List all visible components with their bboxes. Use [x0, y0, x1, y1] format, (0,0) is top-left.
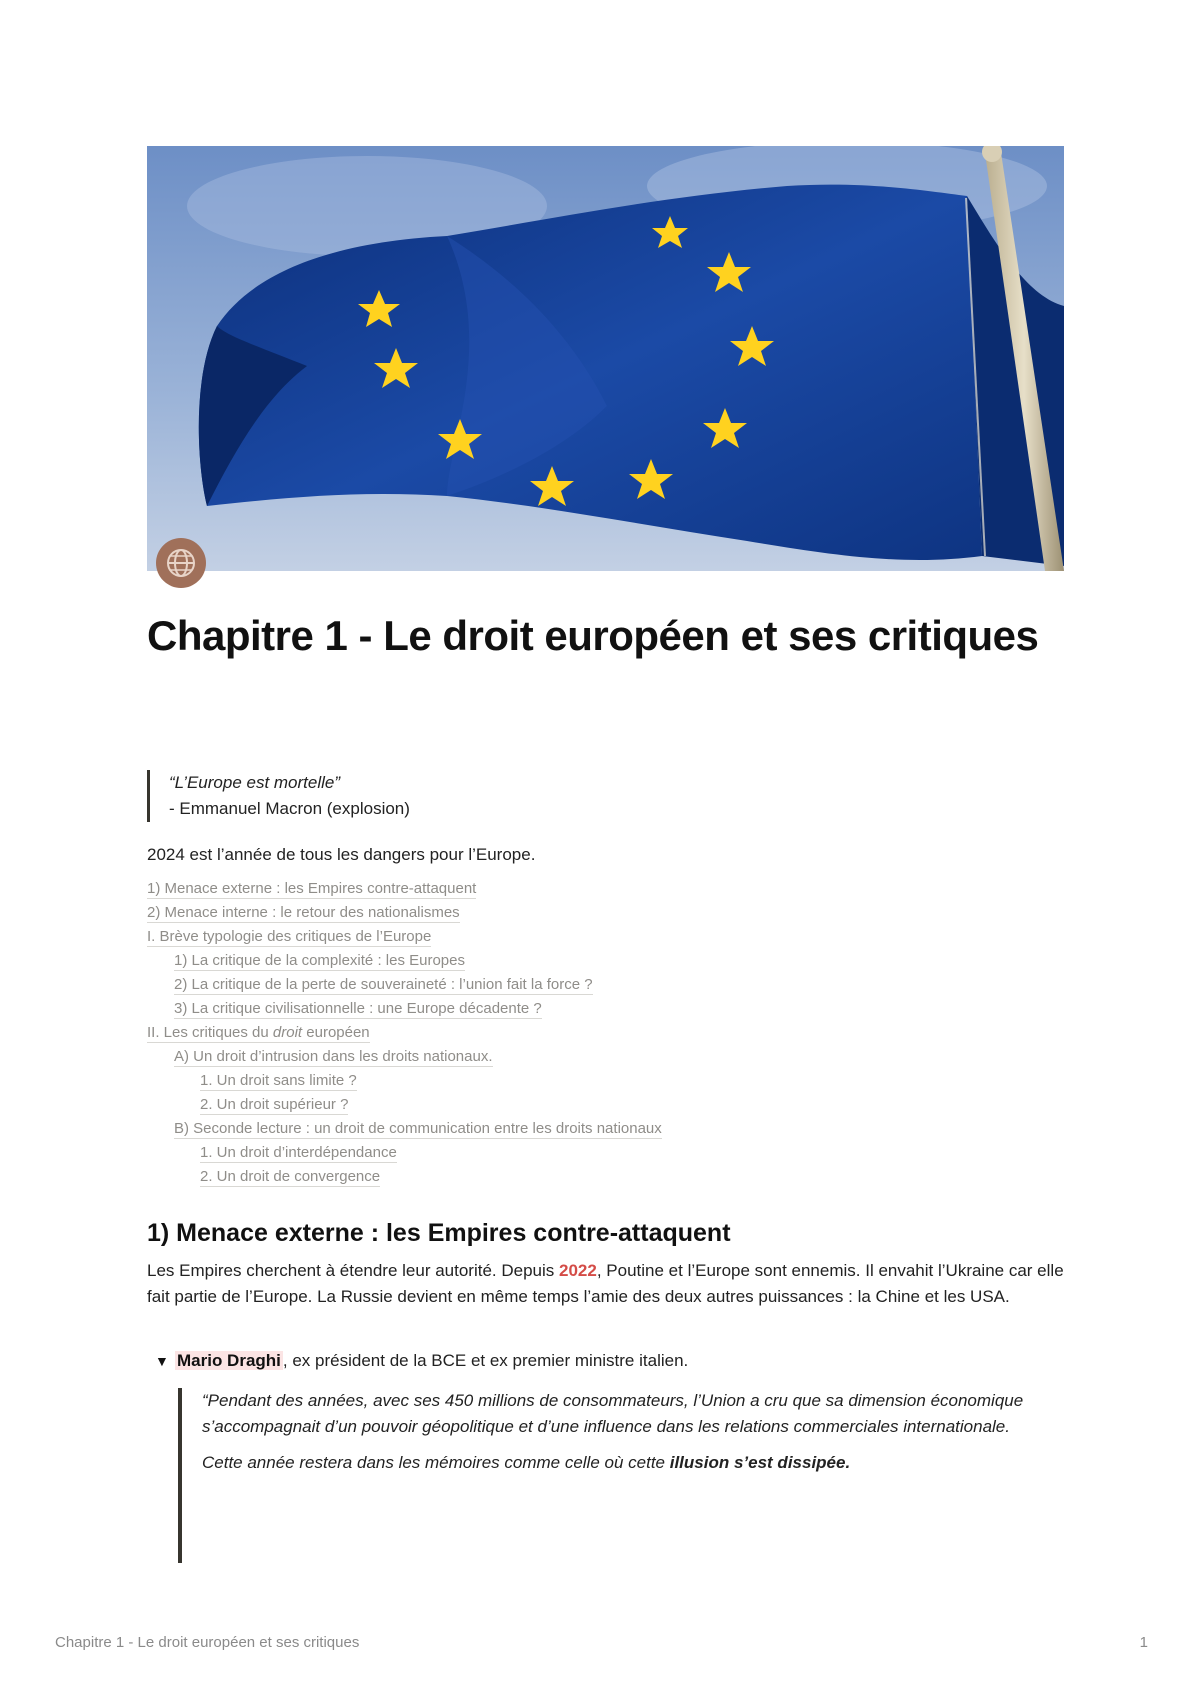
- quote-emphasis: illusion s’est dissipée.: [669, 1453, 851, 1472]
- epigraph-attribution: - Emmanuel Macron (explosion): [169, 799, 410, 818]
- toc-item[interactable]: 1. Un droit sans limite ?: [200, 1072, 357, 1089]
- highlight-year: 2022: [559, 1261, 597, 1280]
- paragraph-text: Les Empires cherchent à étendre leur autorité. Depuis: [147, 1261, 560, 1280]
- draghi-quote: [178, 1388, 1058, 1563]
- globe-icon[interactable]: [156, 538, 206, 588]
- person-name: Mario Draghi: [177, 1351, 281, 1370]
- toc-item[interactable]: II. Les critiques du droit européen: [147, 1024, 370, 1041]
- toc-item[interactable]: 2. Un droit supérieur ?: [200, 1096, 349, 1113]
- quote-paragraph: [202, 1450, 1058, 1476]
- epigraph-quote: [147, 770, 410, 822]
- epigraph-text: “L’Europe est mortelle”: [169, 773, 341, 792]
- toggle-triangle-icon[interactable]: ▼: [155, 1353, 169, 1369]
- intro-paragraph: 2024 est l’année de tous les dangers pour l’Europe.: [147, 845, 536, 864]
- toc-item[interactable]: 1) La critique de la complexité : les Europes: [174, 952, 465, 969]
- page-title: Chapitre 1 - Le droit européen et ses critiques: [147, 612, 1039, 659]
- cover-image: [147, 146, 1064, 571]
- paragraph-text: , Poutine et l’Europe sont ennemis. Il envahit l’Ukraine car elle fait partie de l’Europe. La Russie devient en même temps l’amie des deux autres puissances : la Chine et les USA.: [147, 1261, 1064, 1306]
- footer-title: Chapitre 1 - Le droit européen et ses critiques: [55, 1634, 360, 1651]
- toc-item[interactable]: B) Seconde lecture : un droit de communication entre les droits nationaux: [174, 1120, 662, 1137]
- page-number: 1: [1139, 1634, 1148, 1651]
- section-heading: 1) Menace externe : les Empires contre-attaquent: [147, 1219, 731, 1247]
- quote-paragraph: “Pendant des années, avec ses 450 millions de consommateurs, l’Union a cru que sa dimension économique s’accompagnait d’un pouvoir géopolitique et d’une influence dans les relations commerciales internationale.: [202, 1391, 1024, 1436]
- toc-item[interactable]: 1) Menace externe : les Empires contre-attaquent: [147, 880, 477, 897]
- toggle-text: , ex président de la BCE et ex premier ministre italien.: [282, 1351, 689, 1370]
- toc-item[interactable]: A) Un droit d’intrusion dans les droits nationaux.: [174, 1048, 493, 1065]
- empires-paragraph: [147, 1258, 1067, 1310]
- toc-item[interactable]: 3) La critique civilisationnelle : une Europe décadente ?: [174, 1000, 542, 1017]
- quote-text: Cette année restera dans les mémoires comme celle où cette: [202, 1453, 670, 1472]
- toc-item[interactable]: 2. Un droit de convergence: [200, 1168, 381, 1185]
- toc-item[interactable]: 2) Menace interne : le retour des nationalismes: [147, 904, 460, 921]
- draghi-toggle[interactable]: [155, 1348, 688, 1374]
- toc-item[interactable]: 1. Un droit d’interdépendance: [200, 1144, 397, 1161]
- table-of-contents: [147, 878, 1047, 1190]
- eu-flag-icon: [147, 146, 1064, 571]
- toc-item[interactable]: I. Brève typologie des critiques de l’Europe: [147, 928, 432, 945]
- toc-item[interactable]: 2) La critique de la perte de souveraineté : l’union fait la force ?: [174, 976, 593, 993]
